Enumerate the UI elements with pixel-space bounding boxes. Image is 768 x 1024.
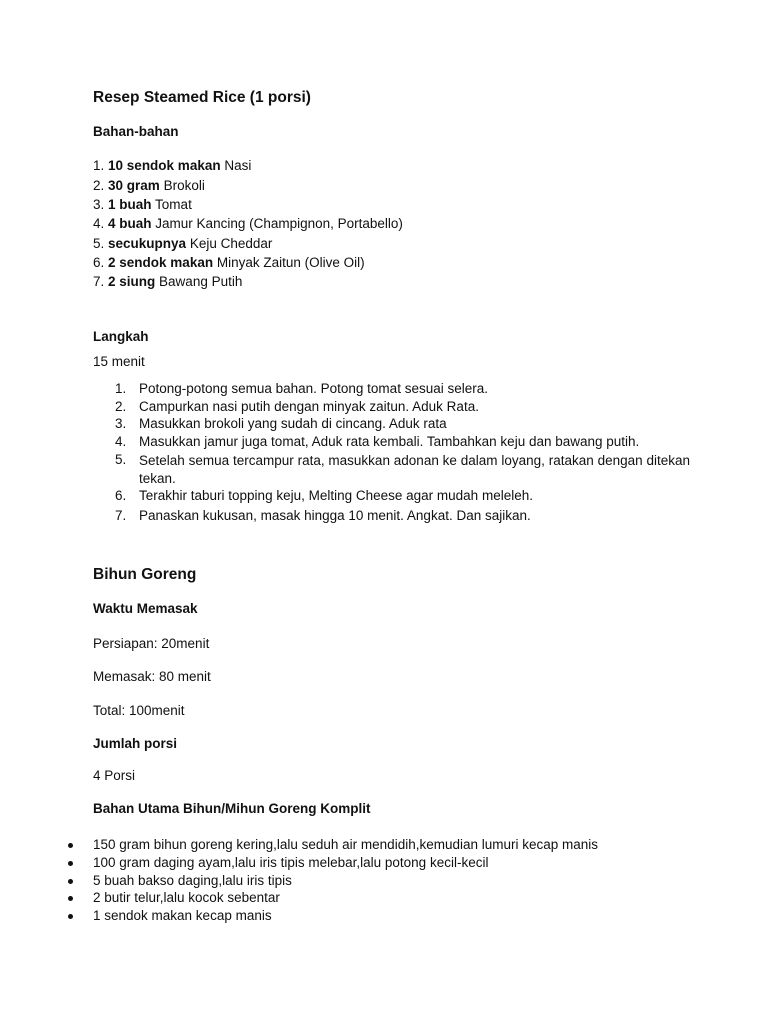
ingredient-item: 6. 2 sendok makan Minyak Zaitun (Olive Oil) [93,255,365,270]
recipe1-ingredients-heading: Bahan-bahan [93,124,179,139]
recipe2-total-time: Total: 100menit [93,703,185,718]
recipe2-servings: 4 Porsi [93,768,136,783]
recipe2-cook-time: Memasak: 80 menit [93,669,211,684]
recipe1-duration: 15 menit [93,354,145,369]
bullet-icon [68,843,73,848]
recipe2-ingredients-heading: Bahan Utama Bihun/Mihun Goreng Komplit [93,801,371,816]
recipe1-title: Resep Steamed Rice (1 porsi) [93,89,311,106]
bullet-icon [68,861,73,866]
recipe2-time-heading: Waktu Memasak [93,601,198,616]
ingredient-item: 7. 2 siung Bawang Putih [93,274,243,289]
recipe2-prep-time: Persiapan: 20menit [93,636,210,651]
ingredient-item: 3. 1 buah Tomat [93,197,192,212]
bullet-icon [68,879,73,884]
recipe2-servings-heading: Jumlah porsi [93,736,178,751]
bullet-icon [68,914,73,919]
bullet-icon [68,896,73,901]
ingredient-item: 4. 4 buah Jamur Kancing (Champignon, Portabello) [93,216,403,231]
ingredient-item: 1. 10 sendok makan Nasi [93,158,252,173]
ingredient-item: 5. secukupnya Keju Cheddar [93,236,273,251]
document-page: Resep Steamed Rice (1 porsi) Bahan-bahan 1. 10 sendok makan Nasi 2. 30 gram Brokoli 3. 1 buah Tomat 4. 4 buah Jamur Kancing (Champignon, Portabello) 5. secukupnya Keju Cheddar 6. 2 sendok makan Minyak Zaitun (Olive Oil) 7. 2 siung Bawang Putih Langkah 15 menit 1. Potong-potong semua bahan. Potong tomat sesuai selera. 2. Campurkan nasi putih dengan minyak zaitun. Aduk Rata. 3. Masukkan brokoli yang sudah di cincang. Aduk rata 4. Masukkan jamur juga tomat, Aduk rata kembali. Tambahkan keju dan bawang putih. 5. Setelah semua tercampur rata, masukkan adonan ke dalam loyang, ratakan dengan ditekan tekan. 6. Terakhir taburi topping keju, Melting Cheese agar mudah meleleh. 7. Panaskan kukusan, masak hingga 10 menit. Angkat. Dan sajikan. Bihun Goreng Waktu Memasak Persiapan: 20menit Memasak: 80 menit Total: 100menit Jumlah porsi 4 Porsi Bahan Utama Bihun/Mihun Goreng Komplit 150 gram bihun goreng kering,lalu seduh air mendidih,kemudian lumuri kecap manis 100 gram daging ayam,lalu iris tipis melebar,lalu potong kecil-kecil 5 buah bakso daging,lalu iris tipis 2 butir telur,lalu kocok sebentar 1 sendok makan kecap manis [0,0,768,1024]
recipe2-title: Bihun Goreng [93,566,197,583]
recipe1-steps-heading: Langkah [93,329,149,344]
ingredient-item: 2. 30 gram Brokoli [93,178,205,193]
